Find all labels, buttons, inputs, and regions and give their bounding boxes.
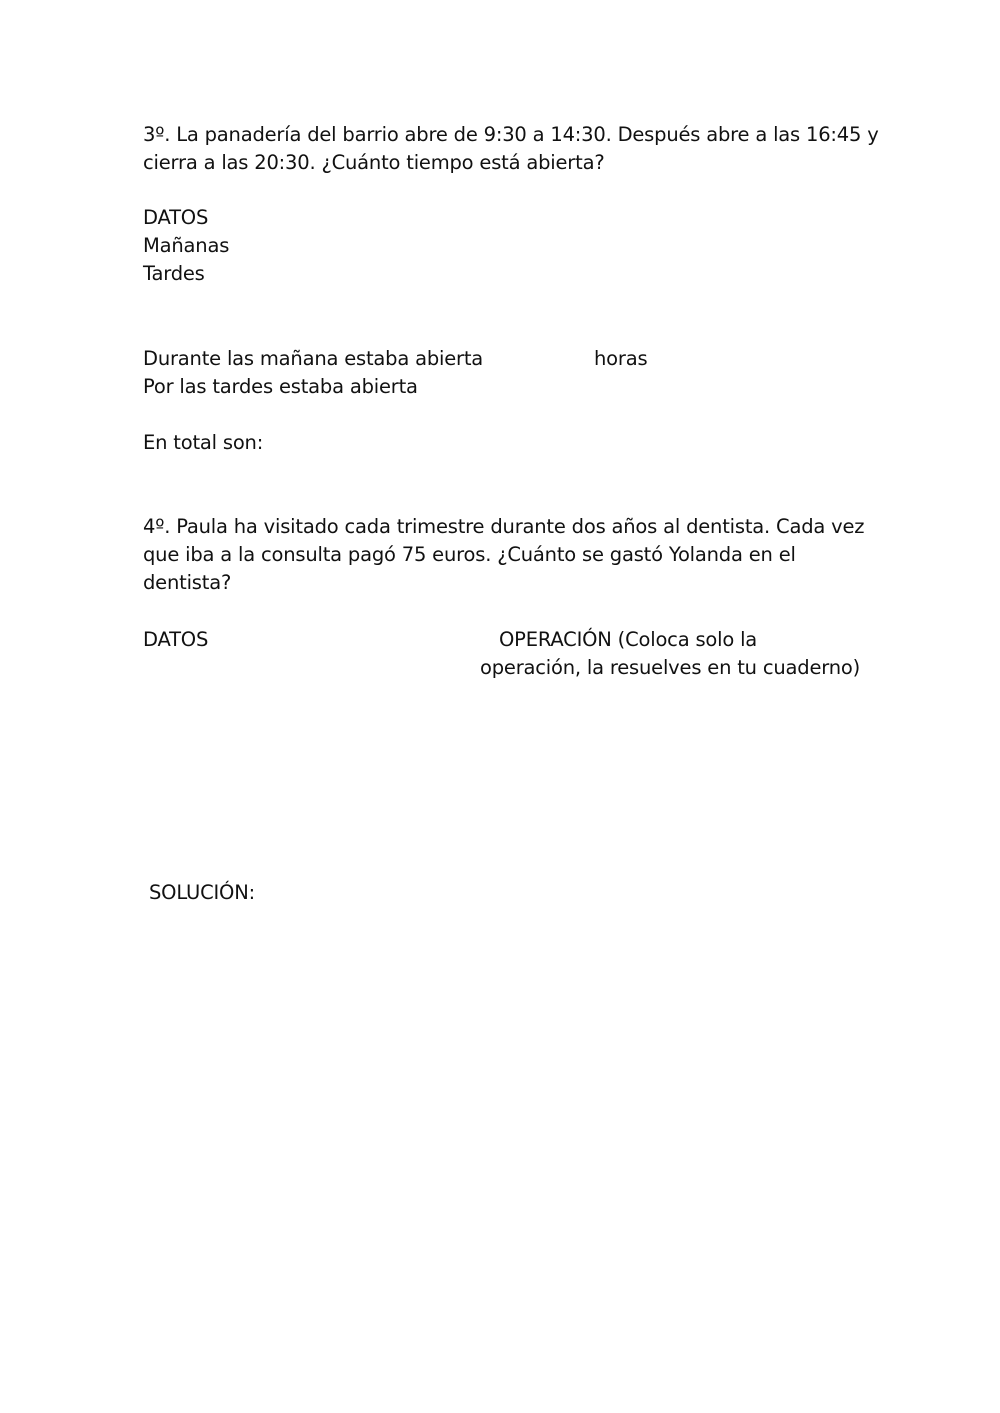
problem4-solution-label: SOLUCIÓN: bbox=[149, 881, 255, 904]
problem3-statement-line2: cierra a las 20:30. ¿Cuánto tiempo está abierta? bbox=[143, 151, 605, 174]
problem3-morning-sentence: Durante las mañana estaba abierta bbox=[143, 347, 484, 370]
problem4-operation-line2: operación, la resuelves en tu cuaderno) bbox=[480, 656, 861, 679]
problem4-datos-label: DATOS bbox=[143, 628, 209, 651]
problem3-total-label: En total son: bbox=[143, 431, 264, 454]
problem4-statement-line2: que iba a la consulta pagó 75 euros. ¿Cuánto se gastó Yolanda en el bbox=[143, 543, 796, 566]
problem4-operation-line1: OPERACIÓN (Coloca solo la bbox=[499, 628, 758, 651]
problem4-statement-line1: 4º. Paula ha visitado cada trimestre durante dos años al dentista. Cada vez bbox=[143, 515, 865, 538]
problem3-datos-label: DATOS bbox=[143, 206, 209, 229]
problem4-statement-line3: dentista? bbox=[143, 571, 232, 594]
problem3-mananas-label: Mañanas bbox=[143, 234, 230, 257]
problem3-tardes-label: Tardes bbox=[143, 262, 205, 285]
problem3-statement-line1: 3º. La panadería del barrio abre de 9:30 a 14:30. Después abre a las 16:45 y bbox=[143, 123, 879, 146]
problem3-hours-label: horas bbox=[594, 347, 648, 370]
problem3-afternoon-sentence: Por las tardes estaba abierta bbox=[143, 375, 418, 398]
